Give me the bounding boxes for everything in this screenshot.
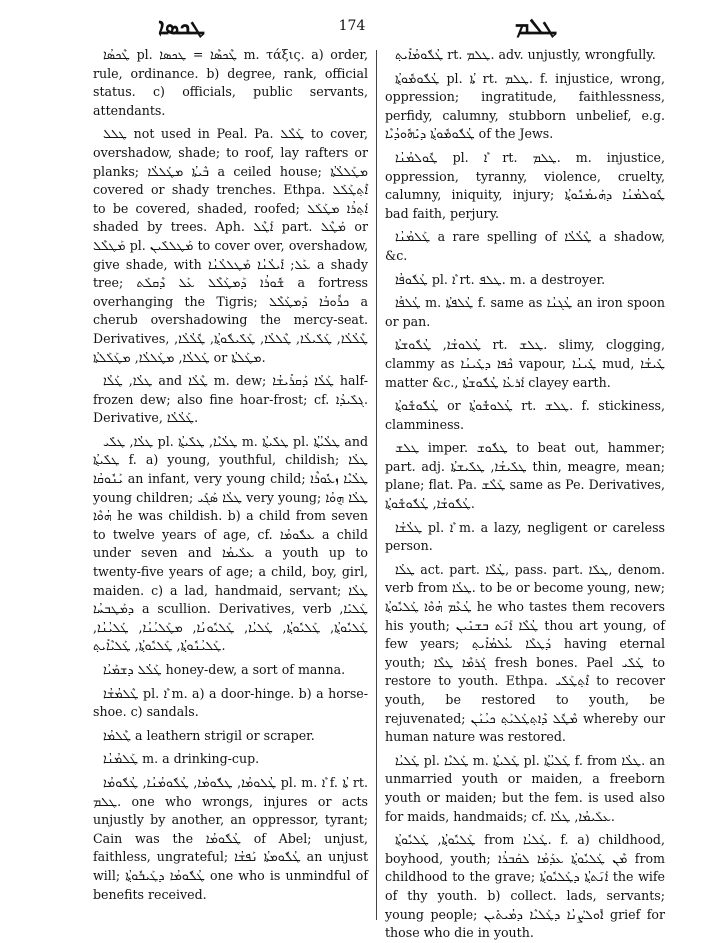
dictionary-entry: ܛܰܠܝܽܘܬ݂ܳܐ, ܛܰܠܝܽܘܬ݂ܳܐ from ܛܰܠܝܳܐ. f. a) childhood, boyhood, youth; ܡܶܢ ܛܰܠܝܽܘܬ݂ܳܐ ܥܕܰܡܳܐ ܠܩܰܒܪܳܐ from childhood to the grave; ܐܰܢ݇ܬܬ݂ܳܐ ܕܛܰܠܝܽܘܬ݂ܳܐ the wife of thy youth. b) collect. lads, servants; young people; ܐܽܘܠܨܳܢܳܐ ܕܛܰܠܝܶܐ ܕܡܳܝܬܺܝܢ grief for those who die in youth.	[385, 832, 665, 941]
right-column	[385, 46, 666, 941]
dictionary-entry: ܛܳܠܘܫܳܐ, ܛܳܠܽܘܫܬܳܐ rt. ܛܠܫ. slimy, clogging, clammy as ܟܶܦܐ ܕܛܺܝܢܳܐ vapour, ܛܺܝܢܳܐ mud, ܛܺܝܫܳܐ matter &c., ܐܰܪܥܳܐ ܛܳܠܽܘܫܬܳܐ clayey earth.	[385, 337, 665, 390]
dictionary-entry: ܛܠܳܐ, ܛܠܺܝ pl. ܛܠܳܝܶܐ, ܛܠܺܝܬ݂ܳܐ m. ܛܠܺܝܬ݂ܳܐ pl. ܛܠܳܝܳܬ݂ܳܐ and ܛܠܺܝܬ݂ܳܐ f. a) young, youthful, childish; ܛܠܳܐ ܝܰܢܽܘܩܳܐ an infant, very young child; ܛܠܳܝܶܐ ܙܥܽܘܪܶܐ young children; ܛܠܳܐ ܣܰܓܺܝ very young; ܛܠܳܐ ܗ݈ܘܳܐ ܗܳܘܶܐ he was childish. b) a child from seven to twelve years of age, cf. ܥܠܽܘܡܳܐ a child under seven and ܥܠܰܝܡܳܐ a youth up to twenty-five years of age; a child, boy, girl, maiden. c) a lad, handmaid, servant; ܛܠܳܐ ܕܡܰܛܒܚܳܐ a scullion. Derivatives, verb ܛܰܠܝܺܐ, ܛܰܠܝܽܘܬ݂ܳܐ, ܛܰܠܝܽܘܬ݂ܳܐ, ܛܰܠܝܳܐ, ܛܰܠܝܽܘܢܳܐ, ܡܛܰܠܝܳܢܳܐ, ܛܰܠܝܳܢܳܐ, ܛܰܠܝܳܢܽܘܬ݂ܳܐ, ܛܰܠܝܽܘܬ݂ܳܐ, ܛܰܠܝܶܐܺܝܬ݂.	[93, 433, 369, 654]
dictionary-entry: ܛܳܠܦܳܐ m. ܛܳܠܦܬܳܐ f. same as ܛܳܓܢܳܐ an iron spoon or pan.	[385, 295, 665, 329]
dictionary-entry: ܛܶܟܣܳܐ pl. ܛܶܟܣܶܐ = ܛܟܣܐ m. τάξις. a) order, rule, ordinance. b) degree, rank, official status. c) officials, public servants, attendants.	[93, 47, 368, 118]
dictionary-entry: ܛܶܠܡܳܫܳܐ pl. ܶܐ m. a) a door-hinge. b) a horse-shoe. c) sandals.	[93, 685, 368, 720]
header-right-word: ܛܠܡ	[515, 14, 558, 40]
dictionary-entry: ܛܠܠ not used in Peal. Pa. ܛܰܠܶܠ to cover, overshadow, shade; to roof, lay rafters or planks; ܒܶܝܬܳܐ ܡܛܰܠܠܳܐ a ceiled house; ܡܛܰܠܠܳܬܳܐ covered or shady trenches. Ethpa. ܐܶܬ݂ܛܰܠܰܠ to be covered, shaded, roofed; ܐܰܬ݂ܪܳܐ ܡܛܰܠܰܠ shaded by trees. Aph. ܐܰܛܶܠ part. ܡܰܛܶܠ or ܡܰܛܠܶܠ pl. ܡܰܛܠܠܺܝܢ to cover over, overshadow, give shade, with ܥܰܠ; ܐܺܝܠܳܢܳܐ ܡܰܛܠܠܳܢܳܐ a shady tree; ܫܽܘܪܳܐ ܕܰܡܛܰܠܶܠ ܥܰܠ ܕܶܩܠܰܬ a fortress overhanging the Tigris; ܟܪܽܘܒܳܐ ܕܰܡܛܰܠܶܠ a cherub overshadowing the mercy-seat. Derivatives, ܛܶܠܳܠܳܐ, ܛܰܠܺܝܠܳܐ, ܛܶܠܠܳܐ, ܛܰܠܺܝܠܽܘܬ݂ܳܐ, ܛܽܠܳܠܳܐ, ܛܰܠܠܳܐ, ܡܛܰܠܠܳܐ, ܡܛܰܠܰܠܬܳܐ or ܡܛܰܠܬܳܐ.	[93, 126, 368, 365]
dictionary-entry: ܛܰܠܳܠ ܕܫܡܰܝܳܐ honey-dew, a sort of manna.	[103, 662, 346, 677]
dictionary-entry: ܛܠܳܐ, ܛܰܠܳܐ and ܛܶܠܳܐ m. dew; ܛܰܠܳܐ ܕܰܩܪܺܝܫܳܐ half-frozen dew; also fine hoar-frost; cf. ܓܠܺܝܕܳܐ. Derivative, ܛܰܠܳܠܳܐ.	[93, 373, 369, 426]
dictionary-entry: ܛܠܳܫܳܐ pl. ܶܐ m. a lazy, negligent or careless person.	[385, 519, 666, 554]
dictionary-entry: ܛܳܠܽܘܡܳܐܺܝܬ݂ rt. ܛܠܡ. adv. unjustly, wrongfully.	[395, 47, 656, 62]
column-divider	[376, 50, 377, 920]
dictionary-entry: ܛܳܠܽܘܫܽܘܬ݂ܳܐ or ܛܳܠܘܫܽܘܬ݂ܳܐ rt. ܛܠܫ. f. stickiness, clamminess.	[385, 398, 666, 432]
dictionary-entry: ܛܶܠܡܳܐ a leathern strigil or scraper.	[103, 727, 315, 743]
dictionary-entry: ܛܰܠܡܳܢܳܐ a rare spelling of ܛܶܠܳܠܳܐ a shadow, &c.	[385, 229, 665, 263]
header-left-word: ܛܟܣܐ	[158, 14, 206, 40]
page-header	[0, 14, 704, 42]
dictionary-entry: ܛܰܠܝܳܐ pl. ܛܰܠܝܶܐ m. ܛܰܠܝܬ݂ܳܐ pl. ܛܰܠܝܳܬ݂ܳܐ f. from ܛܠܳܐ. an unmarried youth or maiden, a freeborn youth or maiden; but the fem. is used also for maids, handmaids; cf. ܥܠܰܝܡܳܐ, ܛܠܳܐ.	[385, 752, 665, 824]
dictionary-entry: ܛܳܠܽܘܦܳܐ pl. ܶܐ rt. ܛܠܦ. m. a destroyer.	[395, 271, 606, 287]
page-number: 174	[338, 18, 366, 34]
dictionary-entry: ܛܳܠܘܡܳܐ, ܛܠܽܘܡܳܐ, ܛܳܠܽܘܡܳܢܳܐ, ܛܳܠܽܘܡܳܐ pl. m. ܶܐ f. ܬܳܐ rt. ܛܠܡ. one who wrongs, injures or acts unjustly by another, an oppressor, tyrant; Cain was the ܛܳܠܽܘܡܳܐ of Abel; unjust, faithless, ungrateful; ܛܳܠܽܘܡܬܳܐ ܢܰܦܫܳܐ an unjust will; ܛܳܠܽܘܡܳܐ ܕܛܰܝܒܽܘܬ݂ܳܐ one who is unmindful of benefits received.	[93, 774, 369, 902]
dictionary-entry: ܛܳܠܽܘܡܽܘܬ݂ܳܐ pl. ܬܳܐ rt. ܛܠܡ. f. injustice, wrong, oppression; ingratitude, faithlessness, perfidy, calumny, stubborn unbelief, e.g. ܛܳܠܽܘܡܽܘܬ݂ܳܐ ܕܝܺܗܽܘܕܳܝܶܐ of the Jews.	[385, 70, 665, 142]
dictionary-entry: ܛܠܳܐ act. part. ܛܳܠܶܐ, pass. part. ܛܠܺܐ, denom. verb from ܛܠܳܐ. to be or become young, new; ܛܳܥܶܡ ܗܳܘܶܐ ܛܰܠܝܽܘܬ݂ܳܐ he who tastes them recovers his youth; ܛܳܠܶܐ ܐܰܢ݇ܬ ܒܫܢܺܝܢ thou art young, of few years; ܕܰܛܠܶܐ ܥܳܠܡܳܐܺܝܬ݂ having eternal youth; ܓܰܪܡܶܐ ܛܠܶܐ fresh bones. Pael ܛܰܠܺܝ to restore to youth. Ethpa. ܐܶܬ݂ܛܰܠܺܝ to recover youth, be restored to youth, be rejuvenated; ܡܶܛܽܠ ܕܶܐܬ݂ܛܰܠܝܰܬ݂ ܟܝܳܢܰܢ whereby our human nature was restored.	[385, 561, 666, 745]
dictionary-entry: ܛܠܫ imper. ܛܠܽܘܫ to beat out, hammer; part. adj. ܛܠܺܝܫܳܐ, ܛܠܺܝܫܬܳܐ thin, meagre, mean; plane; flat. Pa. ܛܰܠܶܫ same as Pe. Derivatives, ܛܳܠܽܘܫܳܐ, ܛܳܠܽܘܫܽܘܬ݂ܳܐ.	[385, 440, 666, 512]
dictionary-entry: ܛܽܘܠܡܳܢܳܐ pl. ܶܐ rt. ܛܠܡ. m. injustice, oppression, tyranny, violence, cruelty, calumny, iniquity, injury; ܛܽܘܠܡܳܢܳܐ ܕܗܰܝܡܳܢܽܘܬ݂ܳܐ bad faith, perjury.	[385, 149, 666, 221]
dictionary-entry: ܛܰܠܡܳܢܳܐ m. a drinking-cup.	[103, 751, 260, 767]
left-column	[93, 46, 368, 926]
